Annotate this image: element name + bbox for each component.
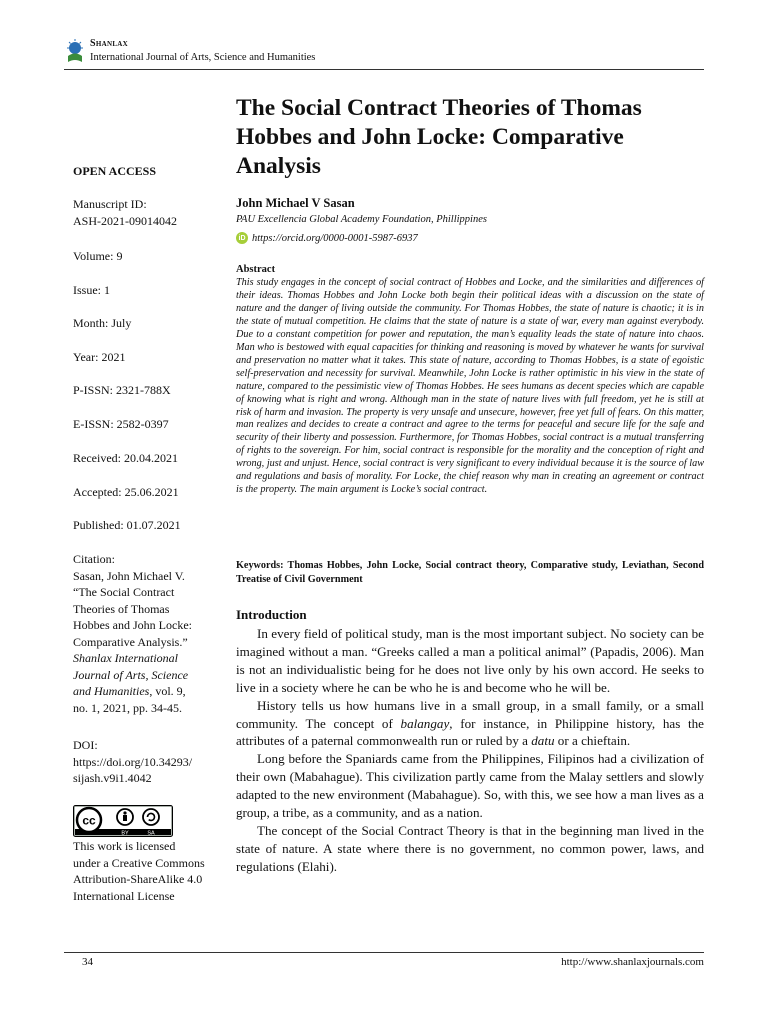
page-number: 34 [82, 956, 93, 968]
volume: Volume: 9 [73, 249, 123, 263]
sa-mark: SA [147, 830, 155, 837]
published-date: Published: 01.07.2021 [73, 518, 181, 532]
license-line: International License [73, 888, 175, 903]
by-mark: BY [121, 830, 129, 837]
author-affiliation: PAU Excellencia Global Academy Foundation, Phillippines [236, 214, 487, 225]
paper-title: The Social Contract Theories of Thomas Hobbes and John Locke: Comparative Analysis [236, 95, 642, 179]
author-name: John Michael V Sasan [236, 196, 355, 210]
doi-label: DOI: [73, 738, 98, 752]
abstract-heading: Abstract [236, 264, 276, 275]
open-access-label: OPEN ACCESS [73, 164, 157, 178]
paragraph: History tells us how humans live in a small group, in a small family, or a small community. The concept of balangay, for instance, in Philippine history, has the attributes of a paternal commonwealth run or ruled by a datu or a chieftain. [236, 697, 704, 749]
license-line: Attribution-ShareAlike 4.0 [73, 872, 203, 886]
issue: Issue: 1 [73, 283, 110, 297]
citation-block [73, 551, 223, 716]
journal-brand: Shanlax [90, 38, 128, 49]
manuscript-label: Manuscript ID: [73, 197, 147, 211]
manuscript-id: ASH-2021-09014042 [73, 214, 177, 228]
citation-line: “The Social Contract [73, 585, 175, 599]
keywords: Keywords: Thomas Hobbes, John Locke, Social contract theory, Comparative study, Leviathan, Second Treatise of Civil Government [236, 560, 704, 585]
citation-pages: no. 1, 2021, pp. 34-45. [73, 700, 182, 715]
citation-journal: Shanlax International [73, 651, 178, 665]
doi-block [73, 737, 223, 787]
footer-url[interactable]: http://www.shanlaxjournals.com [561, 956, 704, 968]
term-datu: datu [531, 733, 555, 749]
paragraph: The concept of the Social Contract Theory is that in the beginning man lived in the state of nature. A state where there is no government, no common power, laws, and regulations (Elahi). [236, 822, 704, 874]
citation-line: Comparative Analysis.” [73, 634, 188, 649]
p-issn: P-ISSN: 2321-788X [73, 383, 171, 397]
paragraph: Long before the Spaniards came from the Philippines, Filipinos had a civilization of their own (Mabahague). This civilization partly came from the Malay settlers and slowly adapted to the new environment (Mabahague). So, with this, we see how a man lives as a group, a tribe, as a community, and as a nation. [236, 751, 704, 821]
term-balangay: balangay [400, 715, 450, 731]
license-line: This work is licensed [73, 839, 176, 853]
orcid-row [236, 232, 418, 244]
received-date: Received: 20.04.2021 [73, 451, 178, 465]
citation-label: Citation: [73, 552, 115, 566]
cc-license-badge-icon[interactable] [73, 805, 173, 837]
citation-journal: and Humanities [73, 684, 150, 698]
cc-mark: cc [82, 813, 96, 828]
license-line: under a Creative Commons [73, 855, 205, 870]
orcid-icon: iD [236, 232, 248, 244]
header-divider [64, 69, 704, 70]
doi-link[interactable]: https://doi.org/10.34293/ [73, 754, 193, 769]
introduction-body [236, 625, 704, 876]
license-text [73, 838, 223, 904]
accepted-date: Accepted: 25.06.2021 [73, 485, 179, 499]
orcid-link[interactable]: https://orcid.org/0000-0001-5987-6937 [252, 232, 418, 244]
citation-line: Sasan, John Michael V. [73, 568, 185, 583]
citation-line: Theories of Thomas [73, 601, 170, 616]
e-issn: E-ISSN: 2582-0397 [73, 417, 169, 431]
abstract-text: This study engages in the concept of social contract of Hobbes and Locke, and the similarities and differences of their ideas. Thomas Hobbes and John Locke both begin their political ideas with a discussion on the state of nature and the danger of living outside the community. For Thomas Hobbes, the state of nature is chaotic; it is in the state of mutual competition. He claims that the state of nature is a state of war, every man against everybody. Due to a constant competition for power and reputation, the man’s equality leads the state of nature into chaos. Man who is bestowed with equal capacities for thinking and reasoning is moved by whatever he wants for survival and preservation no matter what it takes. This state of nature, according to Thomas Hobbes, is a state of egoistic self-preservation and necessity for survival. Meanwhile, John Locke is rather optimistic in his view in the state of nature, compared to the pessimistic view of Thomas Hobbes. He sees humans as decent species which are capable of knowing what is right and wrong. Although man in the state of nature lives with full freedom, yet he is still at risk of harm and invasion. The property is very unsafe and unsecure, however, free yet full of fears. On this matter, man realizes and decides to create a contract and agree to the terms for peaceful and secure life for the safe and security of their liberty and possession. Furthermore, for Thomas Hobbes, social contract is a mutual transferring of rights to the sovereign. For him, social contract is responsible for the morality and the conception of right and wrong, just and unjust. Hence, social contract is very significant to every individual because it is the source of law and regulations and basis of morality. For Locke, the chief reason why man in creating an agreement or contract is the property. The main argument is Locke’s social contract. [236, 277, 704, 496]
journal-logo-icon [64, 38, 86, 66]
citation-journal: Journal of Arts, Science [73, 667, 189, 682]
citation-volume: , vol. 9, [149, 684, 186, 698]
citation-journal-line [73, 683, 223, 700]
year: Year: 2021 [73, 350, 126, 364]
footer-divider [64, 952, 704, 953]
month: Month: July [73, 316, 132, 330]
paragraph: In every field of political study, man is the most important subject. No society can be imagined without a man. “Greeks called a man a political animal” (Papadis, 2006). Man is not an individualistic being for he does not live only by his own accord. He seeks to live in a society where he can be who he is and become who he will be. [236, 626, 704, 695]
doi-link[interactable]: sijash.v9i1.4042 [73, 771, 152, 785]
section-heading-introduction: Introduction [236, 607, 307, 622]
journal-name: International Journal of Arts, Science and Humanities [90, 52, 316, 63]
citation-line: Hobbes and John Locke: [73, 618, 192, 632]
